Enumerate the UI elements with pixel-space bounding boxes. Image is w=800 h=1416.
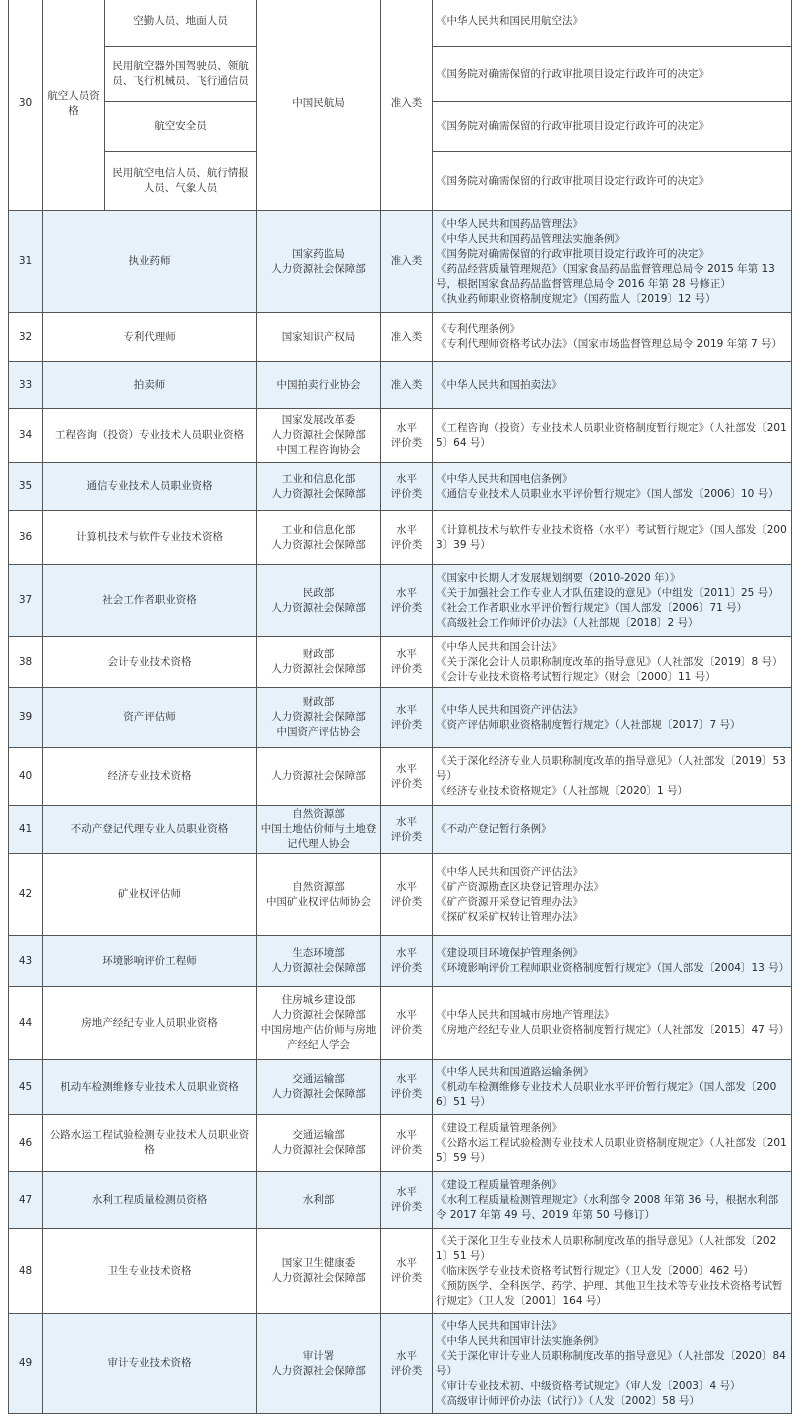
department [257, 1314, 381, 1414]
qualification-type [381, 637, 433, 688]
text-line: 《关于深化会计人员职称制度改革的指导意见》（人社部发〔2019〕8 号） [436, 655, 783, 668]
text-line: 财政部 [302, 648, 335, 660]
text-line: 水平 [396, 815, 417, 828]
text-line: 水平 [396, 421, 417, 434]
table-row [9, 211, 792, 313]
text-line: 评价类 [390, 663, 423, 675]
department [257, 362, 381, 409]
qualification-name: 公路水运工程试验检测专业技术人员职业资格 [43, 1115, 257, 1172]
row-number: 43 [9, 936, 43, 987]
text-line: 《资产评估师职业资格制度暂行规定》（人社部规〔2017〕7 号） [436, 718, 741, 731]
legal-basis [433, 1229, 792, 1314]
qualification-name: 机动车检测维修专业技术人员职业资格 [43, 1060, 257, 1115]
text-line: 交通运输部 [292, 1073, 345, 1085]
text-line: 人力资源社会保障部 [271, 1009, 366, 1021]
department [257, 1115, 381, 1172]
table-row [9, 1229, 792, 1314]
legal-basis [433, 987, 792, 1060]
row-number: 47 [9, 1172, 43, 1229]
row-number: 36 [9, 511, 43, 565]
sub-category: 航空安全员 [105, 102, 257, 152]
legal-basis [433, 1060, 792, 1115]
qualification-name: 社会工作者职业资格 [43, 565, 257, 637]
text-line: 《经济专业技术资格规定》（人社部规〔2020〕1 号） [436, 785, 688, 797]
text-line: 人力资源社会保障部 [271, 1364, 366, 1377]
text-line: 水平 [396, 947, 417, 959]
table-row [9, 409, 792, 463]
qualification-type [381, 1314, 433, 1414]
text-line: 中国拍卖行业协会 [276, 378, 361, 391]
legal-basis [433, 1314, 792, 1414]
qualification-type [381, 854, 433, 936]
qualification-name: 会计专业技术资格 [43, 637, 257, 688]
text-line: 《国务院对确需保留的行政审批项目设定行政许可的决定》 [436, 247, 709, 260]
qualification-type [381, 409, 433, 463]
row-number: 46 [9, 1115, 43, 1172]
text-line: 《中华人民共和国电信条例》 [436, 472, 573, 485]
department [257, 637, 381, 688]
row-number: 30 [9, 0, 43, 211]
legal-basis [433, 313, 792, 362]
text-line: 评价类 [390, 487, 423, 500]
qualification-name: 不动产登记代理专业人员职业资格 [43, 806, 257, 854]
text-line: 水利部 [302, 1193, 335, 1206]
legal-basis [433, 806, 792, 854]
department [257, 1060, 381, 1115]
qualification-table [8, 0, 792, 1414]
text-line: 自然资源部 [292, 880, 345, 893]
text-line: 《审计专业技术初、中级资格考试规定》（审人发〔2003〕4 号） [436, 1379, 741, 1392]
text-line: 水平 [396, 1349, 417, 1362]
text-line: 《矿产资源开采登记管理办法》 [436, 895, 583, 908]
department [257, 987, 381, 1060]
row-number: 41 [9, 806, 43, 854]
text-line: 《关于深化经济专业人员职称制度改革的指导意见》（人社部发〔2019〕53 号） [436, 755, 786, 782]
text-line: 水平 [396, 1186, 417, 1198]
qualification-name: 资产评估师 [43, 688, 257, 748]
text-line: 《药品经营质量管理规范》（国家食品药品监督管理总局令 2015 年第 13 号，根据国家食品药品监督管理总局令 2016 年第 28 号修正） [436, 262, 775, 290]
text-line: 国家知识产权局 [281, 330, 356, 343]
qualification-name: 审计专业技术资格 [43, 1314, 257, 1414]
table-row-30-sub-1 [9, 0, 792, 47]
table-row [9, 688, 792, 748]
text-line: 评价类 [390, 538, 423, 551]
text-line: 《建设工程质量管理条例》 [436, 1178, 562, 1191]
department [257, 1172, 381, 1229]
text-line: 《环境影响评价工程师职业资格制度暂行规定》（国人部发〔2004〕13 号） [436, 962, 790, 974]
row-number: 48 [9, 1229, 43, 1314]
row-number: 35 [9, 463, 43, 511]
text-line: 准入类 [390, 255, 423, 267]
qualification-type [381, 313, 433, 362]
qualification-type [381, 1229, 433, 1314]
text-line: 生态环境部 [292, 947, 345, 959]
text-line: 《关于深化卫生专业技术人员职称制度改革的指导意见》（人社部发〔2021〕51 号） [436, 1234, 777, 1262]
text-line: 《预防医学、全科医学、药学、护理、其他卫生技术等专业技术资格考试暂行规定》（卫人发〔2001〕164 号） [436, 1279, 783, 1307]
legal-basis: 《国务院对确需保留的行政审批项目设定行政许可的决定》 [433, 152, 792, 211]
text-line: 人力资源社会保障部 [271, 770, 366, 782]
legal-basis [433, 362, 792, 409]
text-line: 《临床医学专业技术资格考试暂行规定》（卫人发〔2000〕462 号） [436, 1264, 754, 1277]
qualification-type [381, 1060, 433, 1115]
text-line: 《中华人民共和国道路运输条例》 [436, 1065, 594, 1078]
qualification-name: 房地产经纪专业人员职业资格 [43, 987, 257, 1060]
table-row [9, 806, 792, 854]
qualification-name: 工程咨询（投资）专业技术人员职业资格 [43, 409, 257, 463]
row-number: 34 [9, 409, 43, 463]
text-line: 民政部 [302, 586, 335, 599]
table-row [9, 565, 792, 637]
qualification-name: 执业药师 [43, 211, 257, 313]
qualification-name: 矿业权评估师 [43, 854, 257, 936]
row-number: 38 [9, 637, 43, 688]
qualification-name: 环境影响评价工程师 [43, 936, 257, 987]
text-line: 《中华人民共和国拍卖法》 [436, 378, 562, 391]
legal-basis [433, 936, 792, 987]
legal-basis: 《中华人民共和国民用航空法》 [433, 0, 792, 47]
text-line: 《社会工作者职业水平评价暂行规定》（国人部发〔2006〕71 号） [436, 601, 748, 614]
table-row [9, 1115, 792, 1172]
text-line: 水平 [396, 472, 417, 485]
text-line: 《工程咨询（投资）专业技术人员职业资格制度暂行规定》（人社部发〔2015〕64 号） [436, 421, 787, 449]
text-line: 人力资源社会保障部 [271, 711, 366, 723]
text-line: 自然资源部 [292, 808, 345, 820]
text-line: 水平 [396, 1129, 417, 1141]
table-row [9, 313, 792, 362]
legal-basis [433, 637, 792, 688]
department [257, 1229, 381, 1314]
text-line: 《高级社会工作师评价办法》（人社部规〔2018〕2 号） [436, 616, 699, 629]
text-line: 《不动产登记暂行条例》 [436, 823, 552, 835]
text-line: 水平 [396, 880, 417, 893]
text-line: 《专利代理师资格考试办法》（国家市场监督管理总局令 2019 年第 7 号） [436, 338, 783, 350]
text-line: 人力资源社会保障部 [271, 1272, 366, 1284]
qualification-name: 航空人员资格 [43, 0, 105, 211]
text-line: 人力资源社会保障部 [271, 487, 366, 500]
text-line: 人力资源社会保障部 [271, 962, 366, 974]
row-number: 49 [9, 1314, 43, 1414]
text-line: 评价类 [390, 895, 423, 908]
text-line: 评价类 [390, 436, 423, 449]
text-line: 《专利代理条例》 [436, 323, 520, 335]
qualification-type [381, 987, 433, 1060]
text-line: 评价类 [390, 1144, 423, 1156]
text-line: 交通运输部 [292, 1129, 345, 1141]
text-line: 评价类 [390, 1088, 423, 1100]
text-line: 《中华人民共和国资产评估法》 [436, 865, 583, 878]
legal-basis [433, 854, 792, 936]
sub-category: 民用航空器外国驾驶员、领航员、飞行机械员、飞行通信员 [105, 47, 257, 102]
department [257, 313, 381, 362]
legal-basis [433, 409, 792, 463]
legal-basis [433, 1172, 792, 1229]
legal-basis [433, 463, 792, 511]
text-line: 评价类 [390, 830, 423, 843]
text-line: 《机动车检测维修专业技术人员职业水平评价暂行规定》（国人部发〔2006〕51 号） [436, 1080, 777, 1108]
text-line: 人力资源社会保障部 [271, 1144, 366, 1156]
text-line: 国家药监局 [292, 247, 345, 260]
text-line: 审计署 [302, 1349, 335, 1362]
table-row [9, 362, 792, 409]
text-line: 准入类 [390, 378, 423, 391]
text-line: 人力资源社会保障部 [271, 1088, 366, 1100]
department [257, 409, 381, 463]
text-line: 中国工程咨询协会 [276, 444, 361, 456]
text-line: 国家卫生健康委 [281, 1257, 356, 1269]
row-number: 40 [9, 748, 43, 806]
legal-basis [433, 1115, 792, 1172]
table-row [9, 1060, 792, 1115]
text-line: 评价类 [390, 1364, 423, 1377]
text-line: 《公路水运工程试验检测专业技术人员职业资格制度规定》（人社部发〔2015〕59 号） [436, 1136, 787, 1164]
text-line: 《计算机技术与软件专业技术资格（水平）考试暂行规定》（国人部发〔2003〕39 号） [436, 523, 787, 551]
text-line: 《建设工程质量管理条例》 [436, 1121, 562, 1134]
text-line: 《中华人民共和国城市房地产管理法》 [436, 1009, 615, 1021]
text-line: 评价类 [390, 1201, 423, 1213]
table-row [9, 936, 792, 987]
text-line: 人力资源社会保障部 [271, 663, 366, 675]
department [257, 565, 381, 637]
text-line: 《中华人民共和国审计法》 [436, 1319, 562, 1332]
qualification-name: 专利代理师 [43, 313, 257, 362]
department [257, 511, 381, 565]
text-line: 人力资源社会保障部 [271, 429, 366, 441]
department [257, 463, 381, 511]
text-line: 水平 [396, 523, 417, 536]
text-line: 水平 [396, 762, 417, 775]
department [257, 211, 381, 313]
department [257, 854, 381, 936]
table-row [9, 1314, 792, 1414]
table-row [9, 748, 792, 806]
text-line: 水平 [396, 1073, 417, 1085]
qualification-type [381, 806, 433, 854]
legal-basis [433, 565, 792, 637]
qualification-type [381, 565, 433, 637]
text-line: 《关于加强社会工作专业人才队伍建设的意见》（中组发〔2011〕25 号） [436, 586, 779, 599]
text-line: 《中华人民共和国会计法》 [436, 640, 562, 653]
text-line: 国家发展改革委 [281, 414, 356, 426]
department [257, 936, 381, 987]
text-line: 评价类 [390, 962, 423, 974]
qualification-name: 水利工程质量检测员资格 [43, 1172, 257, 1229]
qualification-type: 准入类 [381, 0, 433, 211]
text-line: 人力资源社会保障部 [271, 601, 366, 614]
text-line: 《高级审计师评价办法（试行）》（人发〔2002〕58 号） [436, 1394, 700, 1407]
text-line: 水平 [396, 1009, 417, 1021]
text-line: 《矿产资源勘查区块登记管理办法》 [436, 880, 604, 893]
sub-category: 民用航空电信人员、航行情报人员、气象人员 [105, 152, 257, 211]
qualification-type [381, 1172, 433, 1229]
text-line: 住房城乡建设部 [281, 994, 356, 1006]
text-line: 中国房地产估价师与房地产经纪人学会 [260, 1024, 377, 1051]
text-line: 《中华人民共和国药品管理法实施条例》 [436, 232, 625, 245]
row-number: 37 [9, 565, 43, 637]
qualification-type [381, 362, 433, 409]
text-line: 《中华人民共和国药品管理法》 [436, 217, 583, 230]
qualification-name: 通信专业技术人员职业资格 [43, 463, 257, 511]
text-line: 《中华人民共和国资产评估法》 [436, 703, 583, 716]
text-line: 《国家中长期人才发展规划纲要（2010-2020 年）》 [436, 571, 681, 584]
text-line: 水平 [396, 703, 417, 716]
text-line: 中国资产评估协会 [276, 726, 361, 738]
qualification-name: 经济专业技术资格 [43, 748, 257, 806]
table-row [9, 637, 792, 688]
qualification-name: 卫生专业技术资格 [43, 1229, 257, 1314]
text-line: 准入类 [390, 330, 423, 343]
text-line: 《建设项目环境保护管理条例》 [436, 947, 583, 959]
text-line: 工业和信息化部 [281, 472, 356, 485]
text-line: 评价类 [390, 777, 423, 790]
row-number: 39 [9, 688, 43, 748]
qualification-type [381, 688, 433, 748]
table-row [9, 511, 792, 565]
table-row [9, 987, 792, 1060]
text-line: 《通信专业技术人员职业水平评价暂行规定》（国人部发〔2006〕10 号） [436, 487, 779, 500]
text-line: 《探矿权采矿权转让管理办法》 [436, 910, 583, 923]
qualification-name: 拍卖师 [43, 362, 257, 409]
legal-basis [433, 211, 792, 313]
text-line: 中国土地估价师与土地登记代理人协会 [260, 823, 377, 850]
legal-basis [433, 688, 792, 748]
department [257, 806, 381, 854]
text-line: 评价类 [390, 601, 423, 614]
text-line: 评价类 [390, 718, 423, 731]
qualification-type [381, 748, 433, 806]
sub-category: 空勤人员、地面人员 [105, 0, 257, 47]
text-line: 中国矿业权评估师协会 [266, 895, 371, 908]
text-line: 《会计专业技术资格考试暂行规定》（财会〔2000〕11 号） [436, 670, 716, 683]
row-number: 42 [9, 854, 43, 936]
text-line: 水平 [396, 648, 417, 660]
legal-basis [433, 748, 792, 806]
text-line: 人力资源社会保障部 [271, 262, 366, 275]
qualification-type [381, 463, 433, 511]
qualification-type [381, 211, 433, 313]
text-line: 《关于深化审计专业人员职称制度改革的指导意见》（人社部发〔2020〕84 号） [436, 1349, 786, 1377]
text-line: 水平 [396, 1257, 417, 1269]
department [257, 688, 381, 748]
text-line: 财政部 [302, 696, 335, 708]
row-number: 32 [9, 313, 43, 362]
text-line: 评价类 [390, 1024, 423, 1036]
row-number: 33 [9, 362, 43, 409]
row-number: 31 [9, 211, 43, 313]
text-line: 水平 [396, 586, 417, 599]
legal-basis [433, 511, 792, 565]
text-line: 工业和信息化部 [281, 523, 356, 536]
text-line: 《房地产经纪专业人员职业资格制度暂行规定》（人社部发〔2015〕47 号） [436, 1024, 790, 1036]
department: 中国民航局 [257, 0, 381, 211]
department [257, 748, 381, 806]
row-number: 45 [9, 1060, 43, 1115]
qualification-type [381, 936, 433, 987]
text-line: 《水利工程质量检测管理规定》（水利部令 2008 年第 36 号，根据水利部令 2017 年第 49 号、2019 年第 50 号修订） [436, 1193, 779, 1221]
qualification-name: 计算机技术与软件专业技术资格 [43, 511, 257, 565]
qualification-type [381, 511, 433, 565]
text-line: 《中华人民共和国审计法实施条例》 [436, 1334, 604, 1347]
legal-basis: 《国务院对确需保留的行政审批项目设定行政许可的决定》 [433, 47, 792, 102]
text-line: 评价类 [390, 1272, 423, 1284]
row-number: 44 [9, 987, 43, 1060]
legal-basis: 《国务院对确需保留的行政审批项目设定行政许可的决定》 [433, 102, 792, 152]
text-line: 人力资源社会保障部 [271, 538, 366, 551]
qualification-type [381, 1115, 433, 1172]
table-row [9, 854, 792, 936]
table-row [9, 1172, 792, 1229]
table-row [9, 463, 792, 511]
text-line: 《执业药师职业资格制度规定》（国药监人〔2019〕12 号） [436, 292, 716, 305]
